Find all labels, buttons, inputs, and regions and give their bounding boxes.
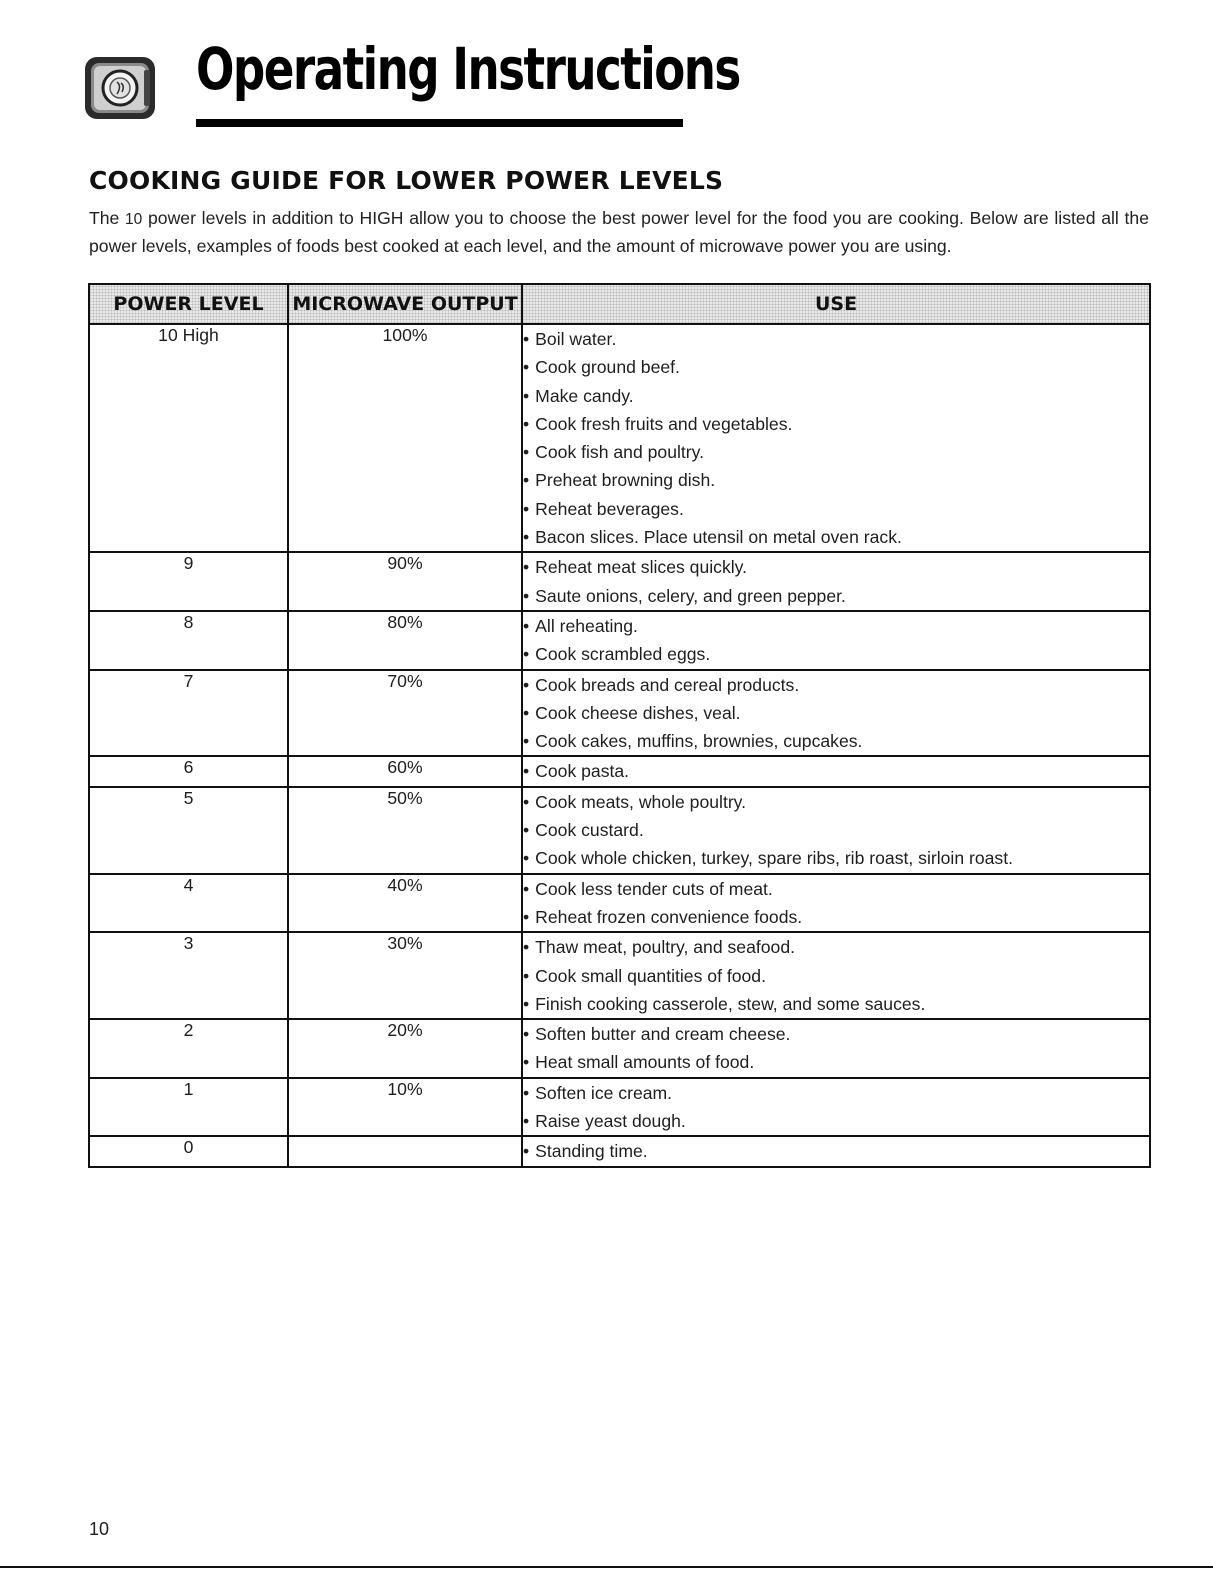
- use-list: [523, 671, 1149, 756]
- power-level-cell: 4: [89, 874, 288, 933]
- page-title: Operating Instructions: [196, 35, 740, 103]
- use-item: • Cook custard.: [523, 816, 1149, 844]
- use-list: [523, 1079, 1149, 1136]
- use-item: • Cook less tender cuts of meat.: [523, 875, 1149, 903]
- microwave-output-cell: 80%: [288, 611, 522, 670]
- microwave-output-cell: 50%: [288, 787, 522, 874]
- use-list: [523, 553, 1149, 610]
- use-item: • All reheating.: [523, 612, 1149, 640]
- use-item: • Cook fresh fruits and vegetables.: [523, 410, 1149, 438]
- microwave-output-cell: 30%: [288, 932, 522, 1019]
- microwave-output-cell: 10%: [288, 1078, 522, 1137]
- use-item: • Bacon slices. Place utensil on metal oven rack.: [523, 523, 1149, 551]
- power-level-cell: 6: [89, 756, 288, 786]
- use-list: [523, 325, 1149, 551]
- use-item: • Soften ice cream.: [523, 1079, 1149, 1107]
- use-item: • Soften butter and cream cheese.: [523, 1020, 1149, 1048]
- use-item: • Boil water.: [523, 325, 1149, 353]
- use-item: • Thaw meat, poultry, and seafood.: [523, 933, 1149, 961]
- use-item: • Raise yeast dough.: [523, 1107, 1149, 1135]
- use-cell: [522, 611, 1150, 670]
- use-item: • Heat small amounts of food.: [523, 1048, 1149, 1076]
- intro-text-start: The: [89, 208, 126, 228]
- table-row: [89, 932, 1150, 1019]
- table-row: [89, 1019, 1150, 1078]
- power-level-cell: 1: [89, 1078, 288, 1137]
- microwave-output-cell: 20%: [288, 1019, 522, 1078]
- use-cell: [522, 787, 1150, 874]
- table-row: [89, 787, 1150, 874]
- use-item: • Standing time.: [523, 1137, 1149, 1165]
- microwave-output-cell: 100%: [288, 324, 522, 552]
- use-cell: [522, 756, 1150, 786]
- use-item: • Cook breads and cereal products.: [523, 671, 1149, 699]
- title-underline: [196, 119, 683, 127]
- table-row: [89, 874, 1150, 933]
- intro-text-end: power levels in addition to HIGH allow you to choose the best power level for the food you are cooking. Below are listed all the power levels, examples of foods best cooked at each level, and the amount of microwave power you are using.: [89, 208, 1149, 256]
- power-level-table: [88, 283, 1151, 1168]
- use-item: • Cook scrambled eggs.: [523, 640, 1149, 668]
- use-cell: [522, 324, 1150, 552]
- power-level-cell: 5: [89, 787, 288, 874]
- power-level-cell: 0: [89, 1136, 288, 1166]
- use-cell: [522, 670, 1150, 757]
- power-level-cell: 9: [89, 552, 288, 611]
- use-item: • Cook small quantities of food.: [523, 962, 1149, 990]
- use-list: [523, 1020, 1149, 1077]
- use-item: • Cook cakes, muffins, brownies, cupcakes.: [523, 727, 1149, 755]
- power-level-cell: 8: [89, 611, 288, 670]
- use-cell: [522, 1136, 1150, 1166]
- use-list: [523, 933, 1149, 1018]
- use-item: • Cook ground beef.: [523, 353, 1149, 381]
- table-row: [89, 324, 1150, 552]
- power-level-cell: 10 High: [89, 324, 288, 552]
- use-item: • Finish cooking casserole, stew, and some sauces.: [523, 990, 1149, 1018]
- page-number: 10: [89, 1519, 110, 1539]
- use-cell: [522, 1078, 1150, 1137]
- use-item: • Cook meats, whole poultry.: [523, 788, 1149, 816]
- table-row: [89, 756, 1150, 786]
- use-cell: [522, 874, 1150, 933]
- use-item: • Reheat frozen convenience foods.: [523, 903, 1149, 931]
- use-item: • Reheat beverages.: [523, 495, 1149, 523]
- microwave-output-cell: 90%: [288, 552, 522, 611]
- use-list: [523, 875, 1149, 932]
- use-item: • Saute onions, celery, and green pepper.: [523, 582, 1149, 610]
- use-item: • Cook cheese dishes, veal.: [523, 699, 1149, 727]
- table-row: [89, 1136, 1150, 1166]
- table-row: [89, 670, 1150, 757]
- use-item: • Cook fish and poultry.: [523, 438, 1149, 466]
- use-item: • Make candy.: [523, 382, 1149, 410]
- microwave-output-cell: 70%: [288, 670, 522, 757]
- use-list: [523, 788, 1149, 873]
- use-list: [523, 757, 1149, 785]
- intro-number: 10: [125, 211, 143, 228]
- microwave-output-cell: [288, 1136, 522, 1166]
- microwave-oven-icon: [84, 56, 156, 120]
- footer-rule: [0, 1566, 1213, 1568]
- header-power-level: POWER LEVEL: [89, 284, 288, 324]
- table-row: [89, 552, 1150, 611]
- use-list: [523, 1137, 1149, 1165]
- use-cell: [522, 932, 1150, 1019]
- table-header-row: [89, 284, 1150, 324]
- use-cell: [522, 1019, 1150, 1078]
- microwave-output-cell: 40%: [288, 874, 522, 933]
- power-level-cell: 2: [89, 1019, 288, 1078]
- table-row: [89, 611, 1150, 670]
- microwave-output-cell: 60%: [288, 756, 522, 786]
- use-item: • Preheat browning dish.: [523, 466, 1149, 494]
- use-item: • Cook whole chicken, turkey, spare ribs, rib roast, sirloin roast.: [523, 844, 1149, 872]
- use-cell: [522, 552, 1150, 611]
- section-heading: COOKING GUIDE FOR LOWER POWER LEVELS: [89, 166, 724, 195]
- use-list: [523, 612, 1149, 669]
- intro-paragraph: [89, 205, 1149, 259]
- header-use: USE: [522, 284, 1150, 324]
- table-row: [89, 1078, 1150, 1137]
- power-level-cell: 7: [89, 670, 288, 757]
- use-item: • Cook pasta.: [523, 757, 1149, 785]
- power-level-cell: 3: [89, 932, 288, 1019]
- header-microwave-output: MICROWAVE OUTPUT: [288, 284, 522, 324]
- use-item: • Reheat meat slices quickly.: [523, 553, 1149, 581]
